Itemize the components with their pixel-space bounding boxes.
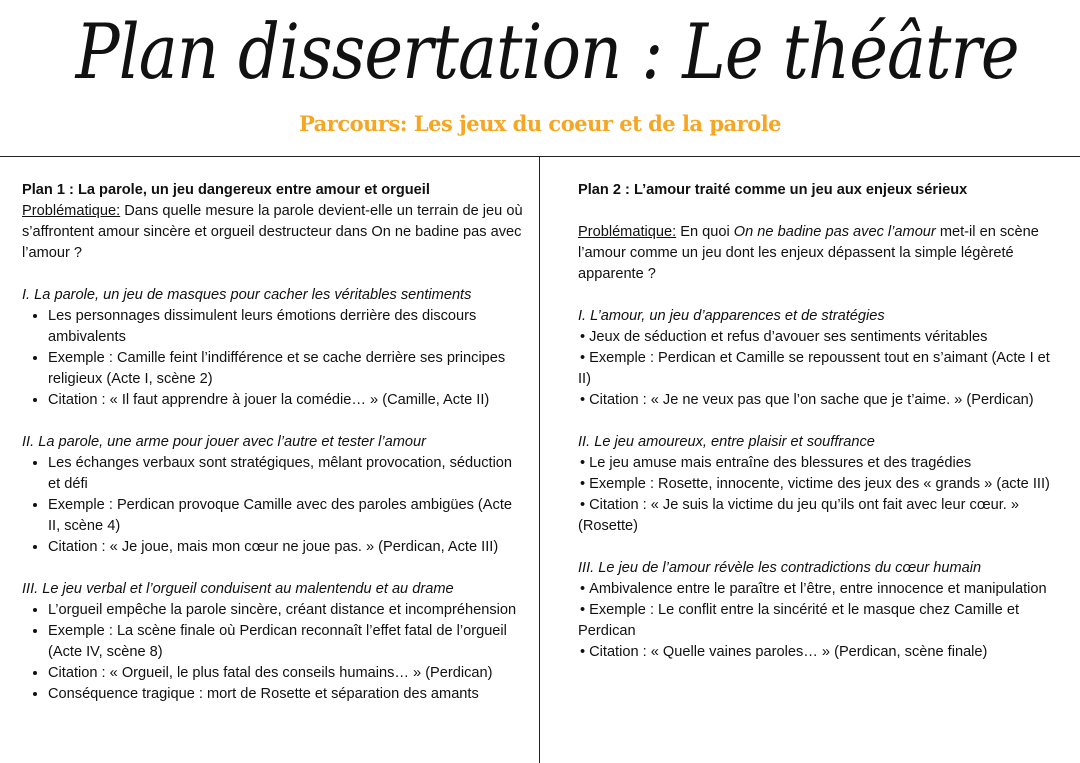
page-subtitle: Parcours: Les jeux du coeur et de la parole (298, 111, 782, 136)
list-item: • Citation : « Il faut apprendre à jouer la comédie… » (Camille, Acte II) (48, 390, 527, 411)
list-item: • Le jeu amuse mais entraîne des blessures et des tragédies (578, 453, 1060, 474)
list-item: • Citation : « Je joue, mais mon cœur ne joue pas. » (Perdican, Acte III) (48, 537, 527, 558)
plan-1-title: Plan 1 : La parole, un jeu dangereux entre amour et orgueil (22, 182, 430, 198)
list-item: • Les personnages dissimulent leurs émotions derrière des discours ambivalents (48, 306, 527, 348)
list-item: • Les échanges verbaux sont stratégiques, mêlant provocation, séduction et défi (48, 453, 527, 495)
list-item: • Citation : « Je ne veux pas que l’on sache que je t’aime. » (Perdican) (578, 390, 1060, 411)
list-item: • Ambivalence entre le paraître et l’être, entre innocence et manipulation (578, 579, 1060, 600)
list-item: • Exemple : Rosette, innocente, victime des jeux des « grands » (acte III) (578, 474, 1060, 495)
list-item: • Jeux de séduction et refus d’avouer ses sentiments véritables (578, 327, 1060, 348)
problematique-label: Problématique: (22, 203, 121, 219)
list-item: • Exemple : Le conflit entre la sincérité et le masque chez Camille et Perdican (578, 600, 1060, 642)
plan-2-section-2-title: II. Le jeu amoureux, entre plaisir et souffrance (578, 434, 875, 450)
plan-1-problematique (22, 201, 527, 264)
problematique-post: met-il en scène l’amour comme un jeu dont les enjeux dépassent la simple légèreté apparente ? (578, 224, 1039, 282)
problematique-text: Dans quelle mesure la parole devient-elle un terrain de jeu où s’affrontent amour sincère et orgueil destructeur dans On ne badine pas avec l’amour ? (22, 203, 523, 261)
plan-1-section-2-title: II. La parole, une arme pour jouer avec l’autre et tester l’amour (22, 434, 426, 450)
list-item: • Citation : « Orgueil, le plus fatal des conseils humains… » (Perdican) (48, 663, 527, 684)
plan-1-section-1-title: I. La parole, un jeu de masques pour cacher les véritables sentiments (22, 287, 472, 303)
plan-2-column (578, 180, 1060, 663)
list-item: • Exemple : Perdican provoque Camille avec des paroles ambigües (Acte II, scène 4) (48, 495, 527, 537)
list-item: • Conséquence tragique : mort de Rosette et séparation des amants (48, 684, 527, 705)
plan-1-section-2-list (22, 453, 527, 558)
list-item: • L’orgueil empêche la parole sincère, créant distance et incompréhension (48, 600, 527, 621)
problematique-label: Problématique: (578, 224, 677, 240)
vertical-divider (539, 157, 540, 763)
list-item: • Exemple : La scène finale où Perdican reconnaît l’effet fatal de l’orgueil (Acte IV, scène 8) (48, 621, 527, 663)
plan-2-section-3-title: III. Le jeu de l’amour révèle les contradictions du cœur humain (578, 560, 982, 576)
horizontal-divider (0, 156, 1080, 157)
problematique-pre: En quoi (676, 224, 734, 240)
plan-2-title: Plan 2 : L’amour traité comme un jeu aux enjeux sérieux (578, 182, 968, 198)
plan-2-section-1-title: I. L’amour, un jeu d’apparences et de stratégies (578, 308, 885, 324)
list-item: • Citation : « Quelle vaines paroles… » (Perdican, scène finale) (578, 642, 1060, 663)
list-item: • Citation : « Je suis la victime du jeu qu’ils ont fait avec leur cœur. » (Rosette) (578, 495, 1060, 537)
plan-1-section-3-title: III. Le jeu verbal et l’orgueil conduisent au malentendu et au drame (22, 581, 454, 597)
page-title: Plan dissertation : Le théâtre (75, 7, 1019, 96)
list-item: • Exemple : Perdican et Camille se repoussent tout en s’aimant (Acte I et II) (578, 348, 1060, 390)
page-header (0, 0, 1080, 156)
problematique-work-title: On ne badine pas avec l’amour (733, 224, 936, 240)
plan-2-problematique (578, 222, 1060, 285)
list-item: • Exemple : Camille feint l’indifférence et se cache derrière ses principes religieux (Acte I, scène 2) (48, 348, 527, 390)
plan-1-section-3-list (22, 600, 527, 705)
plan-1-section-1-list (22, 306, 527, 411)
plan-1-column (22, 180, 527, 705)
